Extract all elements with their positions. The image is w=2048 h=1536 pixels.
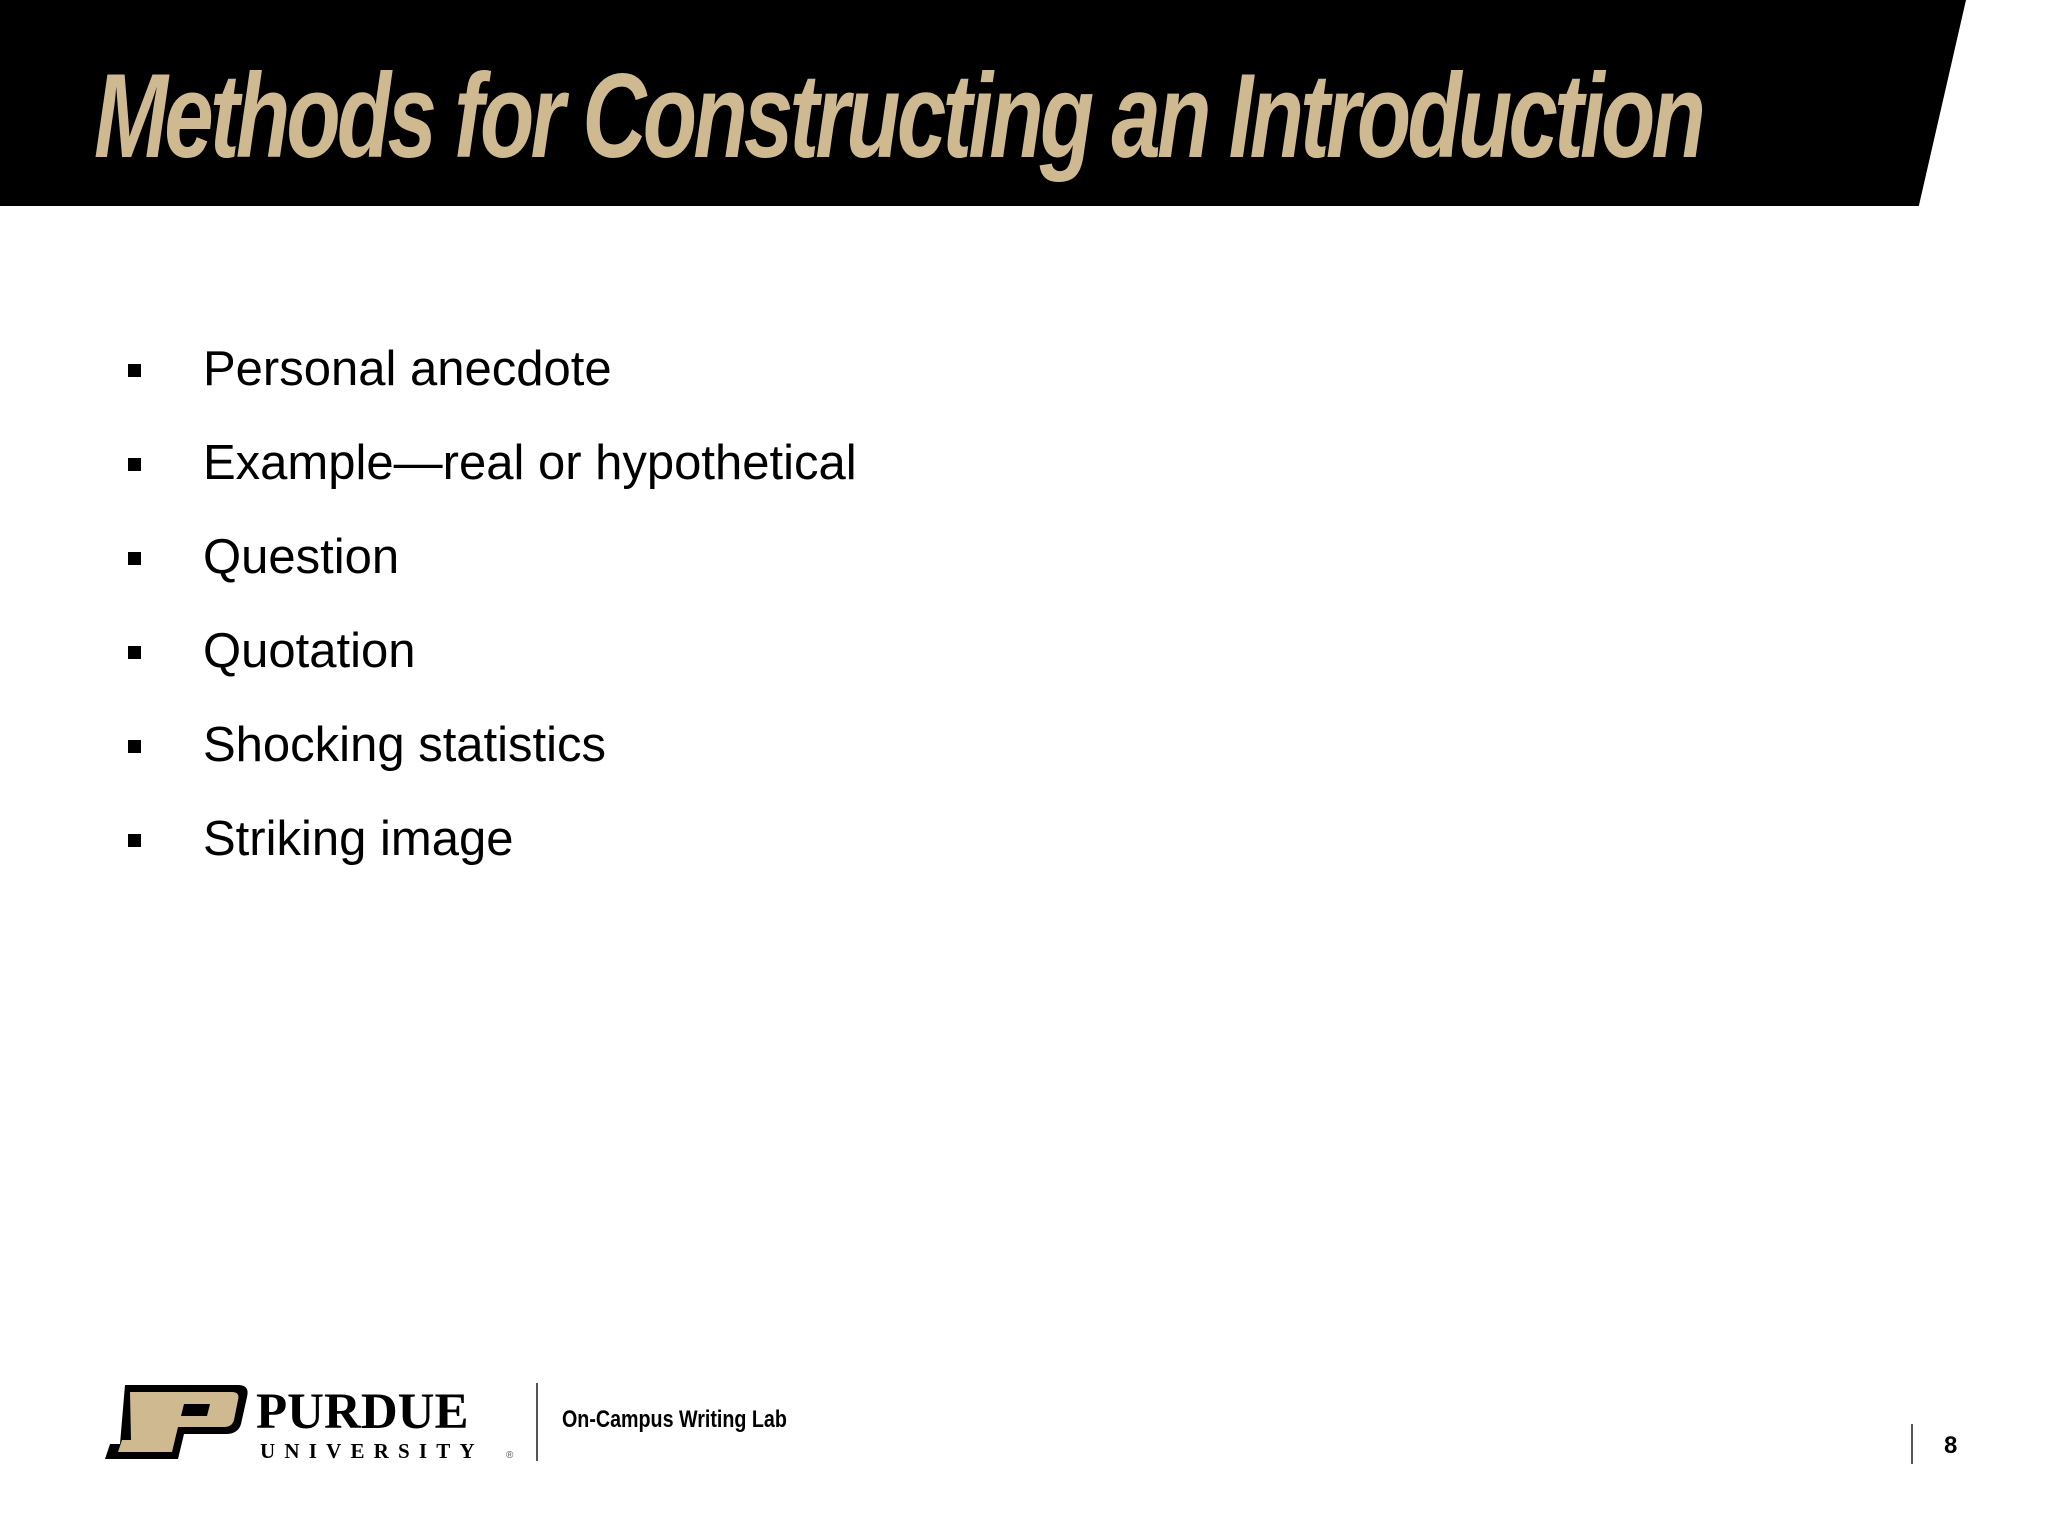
square-bullet-icon [128,646,141,659]
page-number: 8 [1944,1432,1958,1459]
footer-divider [536,1383,538,1461]
bullet-text: Personal anecdote [203,342,612,396]
bullet-text: Striking image [203,812,514,866]
square-bullet-icon [128,364,141,377]
bullet-list [128,322,857,886]
square-bullet-icon [128,740,141,753]
writing-lab-label: On-Campus Writing Lab [562,1406,787,1433]
bullet-item [128,604,857,698]
purdue-university-logo [104,1384,514,1460]
bullet-item [128,792,857,886]
square-bullet-icon [128,458,141,471]
bullet-text: Quotation [203,624,416,678]
registered-mark: ® [506,1450,514,1460]
square-bullet-icon [128,834,141,847]
bullet-text: Example—real or hypothetical [203,436,857,490]
bullet-item [128,510,857,604]
square-bullet-icon [128,552,141,565]
page-number-divider [1911,1424,1913,1464]
purdue-wordmark: PURDUE [256,1384,469,1440]
slide-title: Methods for Constructing an Introduction [94,49,1703,183]
bullet-item [128,416,857,510]
purdue-p-mark-icon [105,1385,248,1459]
bullet-text: Shocking statistics [203,718,607,772]
university-wordmark: UNIVERSITY [260,1439,484,1460]
bullet-text: Question [203,530,400,584]
bullet-item [128,322,857,416]
bullet-item [128,698,857,792]
